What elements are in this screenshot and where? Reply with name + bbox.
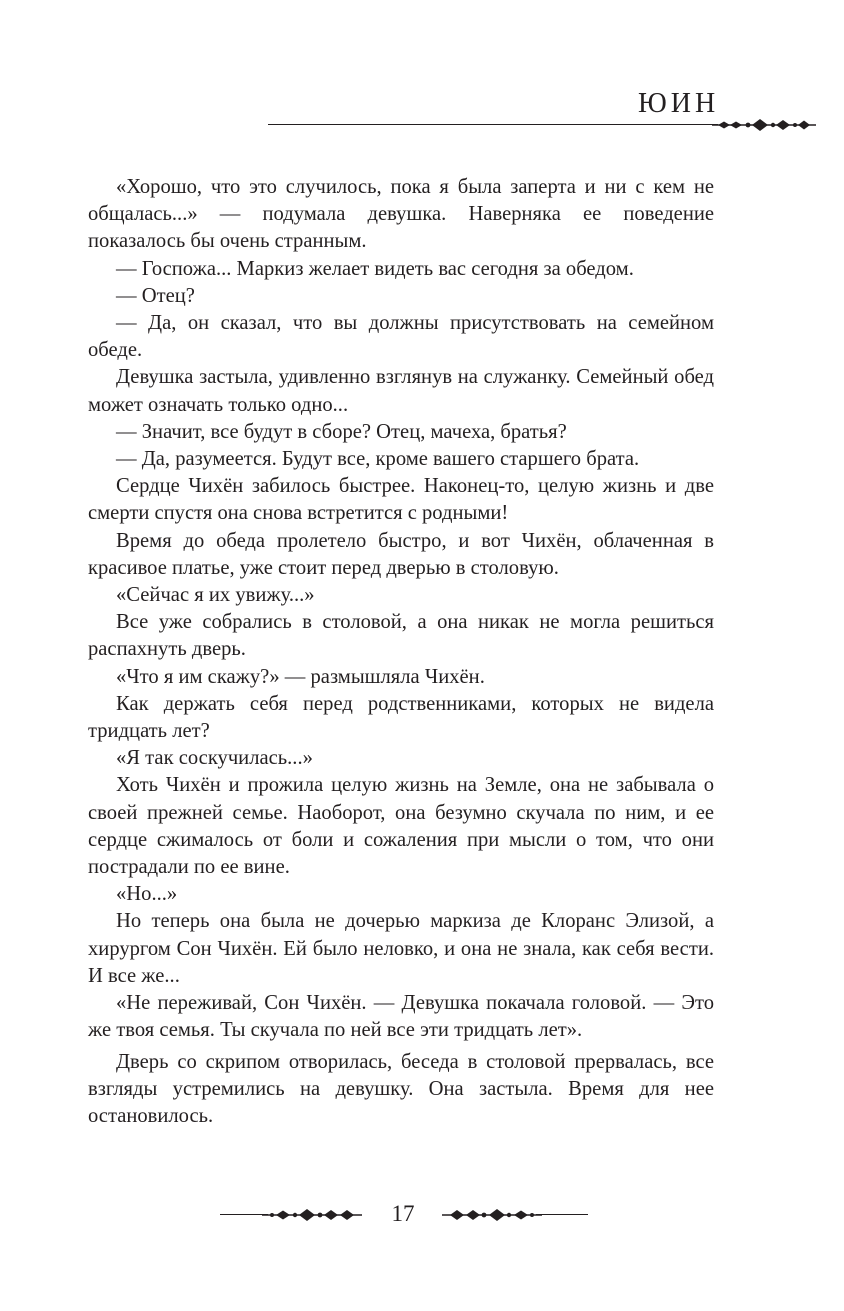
paragraph: «Что я им скажу?» — размышляла Чихён. bbox=[116, 665, 485, 688]
diamond-ornament-icon bbox=[262, 1206, 364, 1224]
paragraph: Девушка застыла, удивленно взглянув на служанку. Семейный обед может означать только одно... bbox=[88, 366, 714, 416]
diamond-ornament-icon bbox=[440, 1206, 542, 1224]
paragraph: «Но...» bbox=[116, 883, 178, 906]
paragraph: — Госпожа... Маркиз желает видеть вас сегодня за обедом. bbox=[116, 257, 634, 280]
paragraph: Время до обеда пролетело быстро, и вот Чихён, облаченная в красивое платье, уже стоит перед дверью в столовую. bbox=[88, 529, 714, 579]
paragraph: «Я так соскучилась...» bbox=[116, 747, 313, 770]
running-header bbox=[0, 0, 844, 140]
paragraph: Хоть Чихён и прожила целую жизнь на Земле, она не забывала о своей прежней семье. Наоборот, она безумно скучала по ним, и ее сердце сжималось от боли и сожаления при мысли о том, что они пострадали по ее вине. bbox=[88, 774, 714, 879]
paragraph: «Хорошо, что это случилось, пока я была заперта и ни с кем не общалась...» — подумала девушка. Наверняка ее поведение показалось бы очень странным. bbox=[88, 176, 714, 253]
paragraph: — Да, он сказал, что вы должны присутствовать на семейном обеде. bbox=[88, 312, 714, 362]
paragraph: Все уже собрались в столовой, а она никак не могла решиться распахнуть дверь. bbox=[88, 611, 714, 661]
page-number: 17 bbox=[391, 1201, 415, 1226]
paragraph: — Отец? bbox=[116, 284, 195, 307]
running-head-title: ЮИН bbox=[638, 88, 720, 119]
paragraph: Но теперь она была не дочерью маркиза де Клоранс Элизой, а хирургом Сон Чихён. Ей было неловко, и она не знала, как себя вести. И все же... bbox=[88, 910, 714, 987]
paragraph: Дверь со скрипом отворилась, беседа в столовой прервалась, все взгляды устремились на девушку. Она застыла. Время для нее остановилось. bbox=[88, 1050, 714, 1127]
footer-left-rule bbox=[220, 1214, 268, 1215]
paragraph: Сердце Чихён забилось быстрее. Наконец-то, целую жизнь и две смерти спустя она снова встретится с родными! bbox=[88, 475, 714, 525]
paragraph: «Сейчас я их увижу...» bbox=[116, 584, 315, 607]
header-rule bbox=[268, 124, 718, 125]
paragraph: — Значит, все будут в сборе? Отец, мачеха, братья? bbox=[116, 420, 567, 443]
paragraph: — Да, разумеется. Будут все, кроме вашего старшего брата. bbox=[116, 448, 640, 471]
diamond-ornament-icon bbox=[712, 116, 818, 134]
footer-right-rule bbox=[536, 1214, 588, 1215]
paragraph: Как держать себя перед родственниками, которых не видела тридцать лет? bbox=[88, 692, 714, 743]
paragraph: «Не переживай, Сон Чихён. — Девушка покачала головой. — Это же твоя семья. Ты скучала по ней все эти тридцать лет». bbox=[88, 992, 714, 1042]
body-text bbox=[88, 174, 714, 1130]
page-footer bbox=[0, 1195, 844, 1235]
